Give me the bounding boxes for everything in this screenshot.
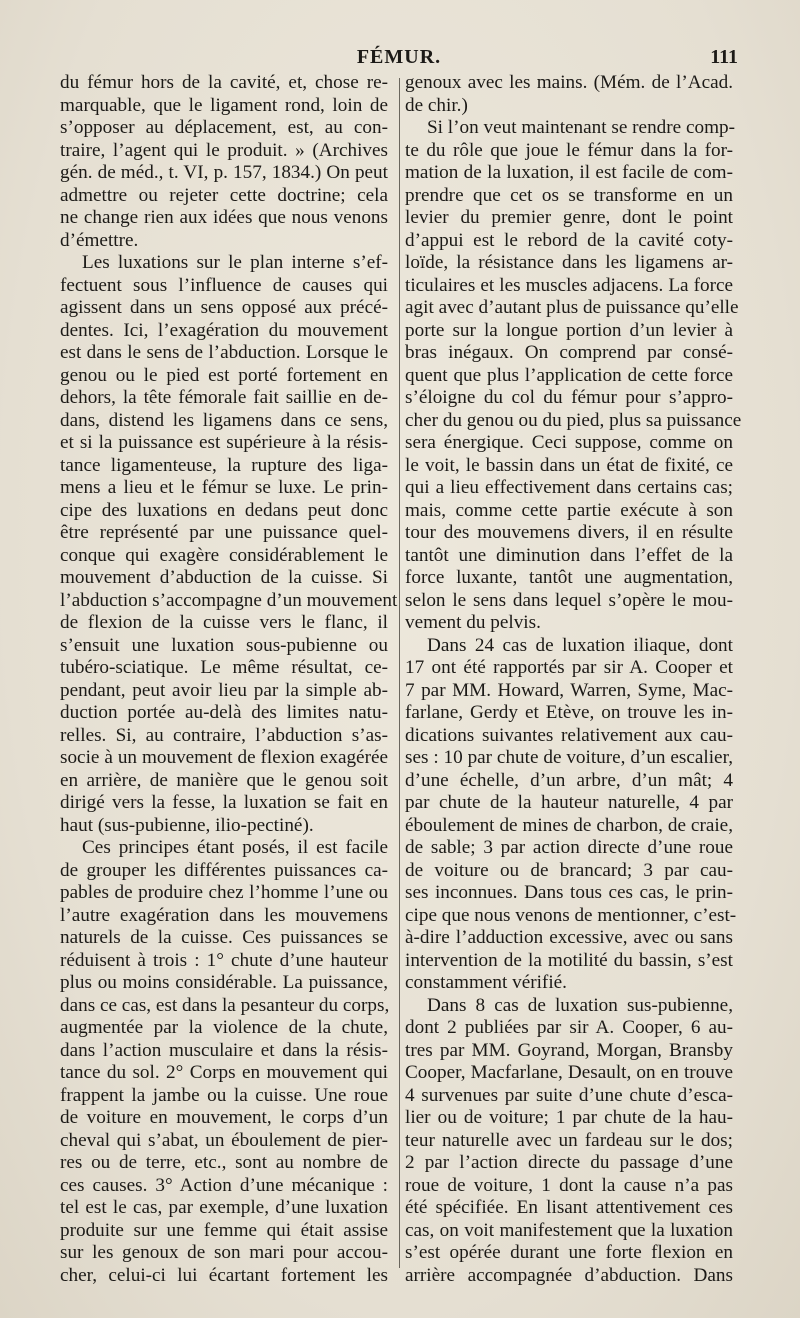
text-line: levier du premier genre, dont le point [405, 207, 733, 228]
text-line: cheval qui s’abat, un éboulement de pier- [60, 1129, 388, 1151]
text-line: marquable, que le ligament rond, loin de [60, 94, 388, 116]
text-line: mouvement d’abduction de la cuisse. Si [60, 567, 388, 588]
text-line: ne change rien aux idées que nous venons [60, 207, 388, 228]
text-line: fectuent sous l’influence de causes qui [60, 274, 388, 296]
text-line: intervention de la motilité du bassin, s’est [405, 949, 733, 971]
text-line: bras inégaux. On comprend par consé- [405, 342, 733, 363]
text-line: s’est opérée durant une forte flexion en [405, 1242, 733, 1263]
text-line: sera énergique. Ceci suppose, comme on [405, 432, 733, 453]
text-line: de grouper les différentes puissances ca- [60, 859, 388, 881]
text-line: le voit, le bassin dans un état de fixité, ce [405, 454, 733, 476]
text-line: Cooper, Macfarlane, Desault, on en trouve [405, 1062, 733, 1083]
text-line: qui a lieu effectivement dans certains cas; [405, 477, 733, 498]
text-line: ses inconnues. Dans tous ces cas, le prin- [405, 882, 733, 903]
text-line: Si l’on veut maintenant se rendre comp- [427, 117, 735, 138]
text-line: conque qui exagère considérablement le [60, 544, 388, 566]
text-line: dirigé vers la fesse, la luxation se fait en [60, 792, 388, 813]
text-line: ses : 10 par chute de voiture, d’un escalier, [405, 747, 733, 768]
text-line: du fémur hors de la cavité, et, chose re- [60, 72, 388, 93]
text-line: tantôt une diminution dans l’effet de la [405, 544, 733, 566]
text-line: à-dire l’adduction excessive, avec ou sans [405, 927, 733, 948]
text-line: force luxante, tantôt une augmentation, [405, 567, 733, 588]
text-line: farlane, Gerdy et Etève, on trouve les in- [405, 702, 733, 723]
text-line: de voiture ou de brancard; 3 par cau- [405, 859, 733, 881]
text-line: l’abduction s’accompagne d’un mouvement [60, 589, 398, 611]
text-line: genou ou le pied est porté fortement en [60, 364, 388, 386]
text-line: ticulaires et les muscles adjacens. La force [405, 274, 733, 296]
text-line: res ou de terre, etc., sont au nombre de [60, 1152, 388, 1173]
text-line: 17 ont été rapportés par sir A. Cooper et [405, 657, 733, 678]
text-line: loïde, la résistance dans les ligamens ar- [405, 252, 733, 273]
text-line: est dans le sens de l’abduction. Lorsque le [60, 342, 388, 363]
text-line: constamment vérifié. [405, 972, 567, 993]
page-number: 111 [710, 46, 738, 68]
text-line: mation de la luxation, il est facile de com- [405, 162, 733, 183]
text-line: admettre ou rejeter cette doctrine; cela [60, 184, 388, 206]
text-line: dehors, la tête fémorale fait saillie en de- [60, 387, 388, 408]
text-line: mais, comme cette partie exécute à son [405, 499, 733, 521]
text-line: tance du sol. 2° Corps en mouvement qui [60, 1062, 388, 1083]
text-line: dans, distend les ligamens dans ce sens, [60, 409, 388, 431]
text-line: pables de produire chez l’homme l’une ou [60, 882, 388, 903]
text-line: de voiture en mouvement, le corps d’un [60, 1107, 388, 1128]
text-line: socie à un mouvement de flexion exagérée [60, 747, 388, 768]
text-line: en arrière, de manière que le genou soit [60, 769, 388, 791]
running-title: FÉMUR. [356, 46, 442, 68]
text-line: être représenté par une puissance quel- [60, 522, 388, 543]
text-line: dications suivantes relativement aux cau- [405, 724, 733, 746]
text-line: Dans 8 cas de luxation sus-pubienne, [427, 994, 733, 1016]
text-line: traire, l’agent qui le produit. » (Archives [60, 139, 388, 161]
text-line: par chute de la hauteur naturelle, 4 par [405, 792, 733, 813]
text-line: sur les genoux de son mari pour accou- [60, 1242, 388, 1263]
text-line: plus ou moins considérable. La puissance, [60, 972, 388, 993]
text-line: éboulement de mines de charbon, de craie, [405, 814, 733, 836]
text-line: réduisent à trois : 1° chute d’une hauteur [60, 949, 388, 971]
right-text-column [405, 72, 742, 1287]
text-line: augmentée par la violence de la chute, [60, 1017, 388, 1038]
text-line: teur naturelle avec un fardeau sur le dos; [405, 1129, 733, 1151]
text-line: 4 survenues par suite d’une chute d’esca- [405, 1084, 733, 1106]
text-line: d’appui est le rebord de la cavité coty- [405, 229, 733, 251]
text-line: de flexion de la cuisse vers le flanc, il [60, 612, 388, 633]
text-line: de sable; 3 par action directe d’une roue [405, 837, 733, 858]
text-line: relles. Si, au contraire, l’abduction s’as- [60, 724, 388, 746]
text-line: dans l’action musculaire et dans la résis- [60, 1039, 388, 1061]
text-line: genoux avec les mains. (Mém. de l’Acad. [405, 72, 733, 93]
text-line: te du rôle que joue le fémur dans la for- [405, 139, 733, 161]
text-line: quent que plus l’application de cette force [405, 364, 733, 386]
text-line: et si la puissance est supérieure à la résis- [60, 432, 388, 453]
text-line: tour des mouvemens divers, il en résulte [405, 522, 733, 543]
text-line: tel est le cas, par exemple, d’une luxation [60, 1197, 388, 1218]
text-line: naturels de la cuisse. Ces puissances se [60, 927, 388, 948]
text-line: selon le sens dans lequel s’opère le mou- [405, 589, 733, 611]
text-line: cher, celui-ci lui écartant fortement les [60, 1264, 388, 1286]
text-line: d’émettre. [60, 229, 139, 251]
text-line: cipe des luxations en dedans peut donc [60, 499, 388, 521]
text-line: tubéro-sciatique. Le même résultat, ce- [60, 657, 388, 678]
text-line: cipe que nous venons de mentionner, c’est- [405, 904, 737, 926]
text-line: agit avec d’autant plus de puissance qu’elle [405, 297, 739, 318]
text-line: tance ligamenteuse, la rupture des liga- [60, 454, 388, 476]
text-line: duction portée au-delà des limites natu- [60, 702, 388, 723]
text-line: pendant, peut avoir lieu par la simple ab- [60, 679, 388, 701]
text-line: vement du pelvis. [405, 612, 541, 633]
text-line: roue de voiture, 1 dont la cause n’a pas [405, 1174, 733, 1196]
text-line: haut (sus-pubienne, ilio-pectiné). [60, 814, 314, 836]
column-divider [399, 78, 400, 1268]
text-line: agissent dans un sens opposé aux précé- [60, 297, 388, 318]
text-line: arrière accompagnée d’abduction. Dans [405, 1264, 733, 1286]
text-line: dentes. Ici, l’exagération du mouvement [60, 319, 388, 341]
text-line: Ces principes étant posés, il est facile [82, 837, 388, 858]
text-line: mens a lieu et le fémur se luxe. Le prin- [60, 477, 388, 498]
text-line: dont 2 publiées par sir A. Cooper, 6 au- [405, 1017, 733, 1038]
text-line: dans ce cas, est dans la pesanteur du corps, [60, 994, 390, 1016]
text-line: s’ensuit une luxation sous-pubienne ou [60, 634, 388, 656]
text-line: porte sur la longue portion d’un levier à [405, 319, 733, 341]
text-line: ces causes. 3° Action d’une mécanique : [60, 1174, 388, 1196]
text-line: de chir.) [405, 94, 468, 116]
text-line: frappent la jambe ou la cuisse. Une roue [60, 1084, 388, 1106]
text-line: 7 par MM. Howard, Warren, Syme, Mac- [405, 679, 733, 701]
text-line: d’une échelle, d’un arbre, d’un mât; 4 [405, 769, 733, 791]
text-line: gén. de méd., t. VI, p. 157, 1834.) On peut [60, 162, 388, 183]
text-line: produite sur une femme qui était assise [60, 1219, 388, 1241]
text-line: Dans 24 cas de luxation iliaque, dont [427, 634, 733, 656]
left-text-column [60, 72, 398, 1287]
text-line: tres par MM. Goyrand, Morgan, Bransby [405, 1039, 733, 1061]
text-line: s’opposer au déplacement, est, au con- [60, 117, 388, 138]
text-line: Les luxations sur le plan interne s’ef- [82, 252, 388, 273]
text-line: cher du genou ou du pied, plus sa puissance [405, 409, 742, 431]
text-line: lier ou de voiture; 1 par chute de la hau- [405, 1107, 733, 1128]
page-header [60, 44, 738, 74]
text-line: l’autre exagération dans les mouvemens [60, 904, 388, 926]
text-line: cas, on voit manifestement que la luxation [405, 1219, 733, 1241]
text-line: s’éloigne du col du fémur pour s’appro- [405, 387, 733, 408]
text-line: prendre que cet os se transforme en un [405, 184, 733, 206]
text-line: 2 par l’action directe du passage d’une [405, 1152, 733, 1173]
text-line: été spécifiée. En lisant attentivement ces [405, 1197, 733, 1218]
